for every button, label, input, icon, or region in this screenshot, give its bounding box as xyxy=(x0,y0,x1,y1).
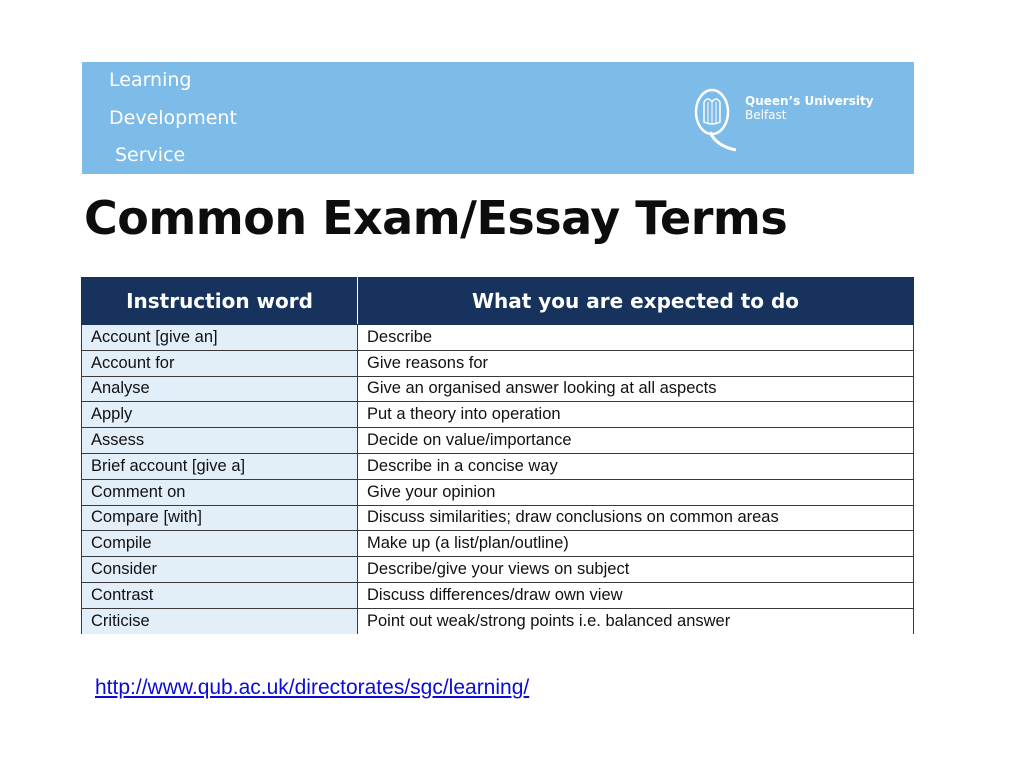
meaning-cell: Describe in a concise way xyxy=(358,453,914,479)
table-row xyxy=(82,376,914,402)
meaning-cell: Decide on value/importance xyxy=(358,428,914,454)
meaning-cell: Give your opinion xyxy=(358,479,914,505)
banner-line-development: Development xyxy=(109,107,237,129)
page-title: Common Exam/Essay Terms xyxy=(84,191,788,245)
banner-line-learning: Learning xyxy=(109,69,192,91)
instruction-word-cell: Comment on xyxy=(82,479,358,505)
table-row xyxy=(82,582,914,608)
instruction-word-cell: Apply xyxy=(82,402,358,428)
meaning-cell: Point out weak/strong points i.e. balanced answer xyxy=(358,608,914,633)
table-row xyxy=(82,479,914,505)
header-banner xyxy=(82,62,914,174)
column-header-expected: What you are expected to do xyxy=(358,278,914,325)
table-row xyxy=(82,453,914,479)
instruction-word-cell: Assess xyxy=(82,428,358,454)
instruction-word-cell: Consider xyxy=(82,557,358,583)
meaning-cell: Put a theory into operation xyxy=(358,402,914,428)
meaning-cell: Discuss differences/draw own view xyxy=(358,582,914,608)
university-crest-icon xyxy=(692,86,738,156)
table-row xyxy=(82,505,914,531)
instruction-word-cell: Analyse xyxy=(82,376,358,402)
university-name-line1: Queen’s University xyxy=(745,94,874,108)
meaning-cell: Describe xyxy=(358,325,914,351)
meaning-cell: Discuss similarities; draw conclusions on common areas xyxy=(358,505,914,531)
table-row xyxy=(82,402,914,428)
table-row xyxy=(82,557,914,583)
instruction-word-cell: Account for xyxy=(82,350,358,376)
instruction-word-cell: Compile xyxy=(82,531,358,557)
table-row xyxy=(82,428,914,454)
university-name xyxy=(745,94,874,122)
meaning-cell: Give an organised answer looking at all aspects xyxy=(358,376,914,402)
source-link[interactable]: http://www.qub.ac.uk/directorates/sgc/learning/ xyxy=(95,676,530,699)
meaning-cell: Make up (a list/plan/outline) xyxy=(358,531,914,557)
terms-table xyxy=(81,277,914,634)
instruction-word-cell: Contrast xyxy=(82,582,358,608)
table-row xyxy=(82,350,914,376)
meaning-cell: Give reasons for xyxy=(358,350,914,376)
instruction-word-cell: Brief account [give a] xyxy=(82,453,358,479)
table-row xyxy=(82,325,914,351)
instruction-word-cell: Compare [with] xyxy=(82,505,358,531)
table-row xyxy=(82,608,914,633)
meaning-cell: Describe/give your views on subject xyxy=(358,557,914,583)
column-header-instruction-word: Instruction word xyxy=(82,278,358,325)
table-row xyxy=(82,531,914,557)
instruction-word-cell: Account [give an] xyxy=(82,325,358,351)
university-logo xyxy=(692,86,892,156)
banner-line-service: Service xyxy=(115,144,186,166)
table-header-row xyxy=(82,278,914,325)
instruction-word-cell: Criticise xyxy=(82,608,358,633)
university-name-line2: Belfast xyxy=(745,108,787,122)
